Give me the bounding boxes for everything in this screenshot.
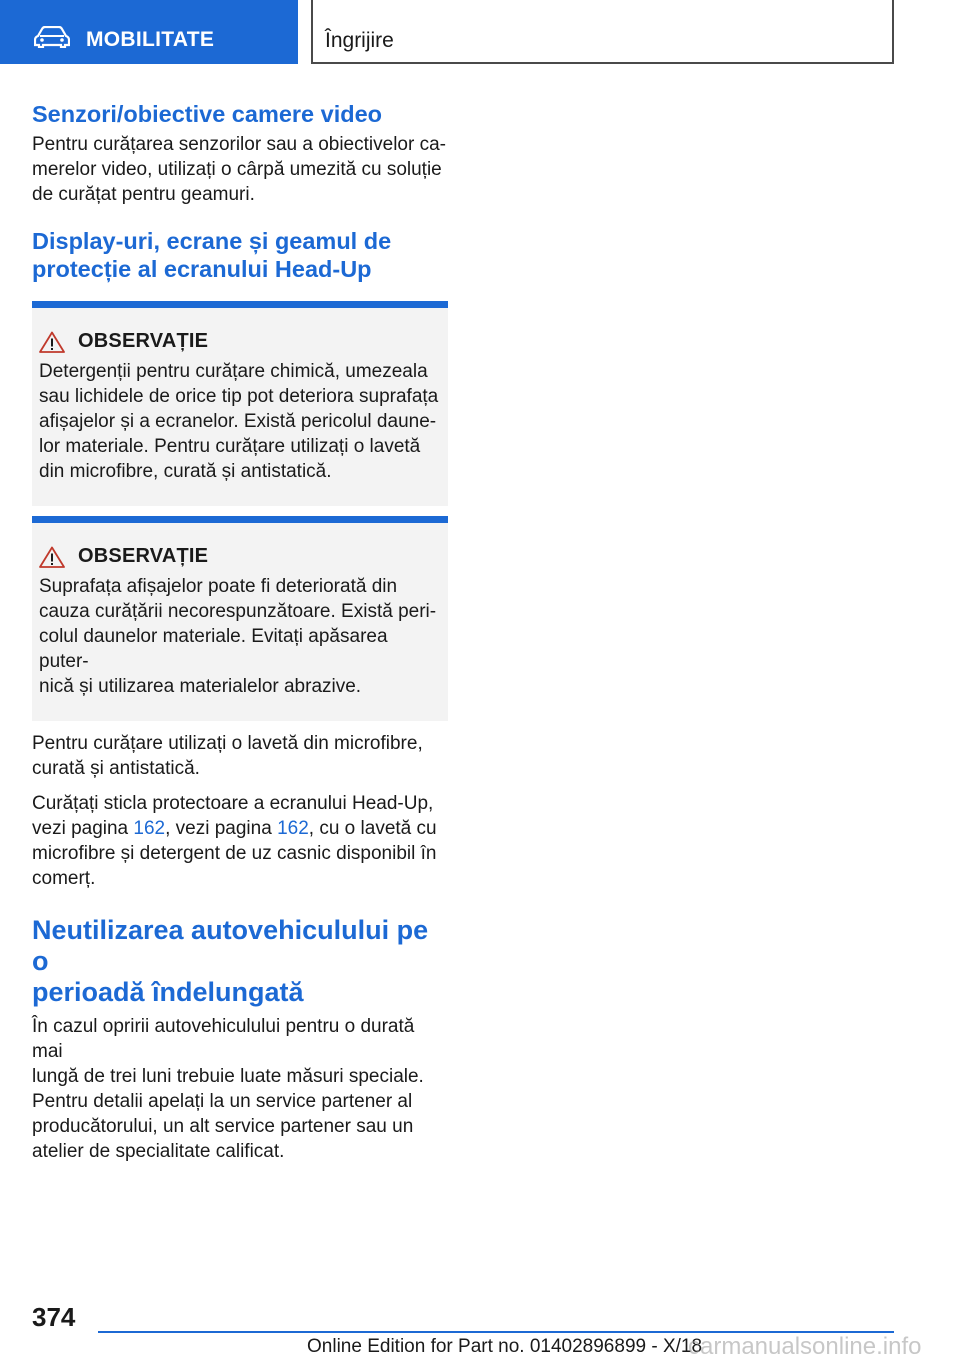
text-line: atelier de specialitate calificat. — [32, 1141, 285, 1162]
heading-sensors: Senzori/obiective camere video — [32, 101, 383, 127]
text-line: Suprafața afișajelor poate fi deteriorată din — [39, 576, 398, 597]
head-up-paragraph — [32, 791, 448, 891]
section-tab[interactable] — [0, 0, 298, 64]
page-link[interactable]: 162 — [277, 818, 309, 839]
heading-line: Neutilizarea autovehiculului pe o — [32, 915, 429, 976]
text-line: nică și utilizarea materialelor abrazive. — [39, 676, 362, 697]
car-icon — [34, 26, 70, 48]
cleaning-paragraph — [32, 731, 448, 781]
watermark: carmanualsonline.info — [688, 1333, 922, 1360]
text-line: Pentru detalii apelați la un service partener al — [32, 1091, 413, 1112]
text-line: microfibre și detergent de uz casnic disponibil în — [32, 843, 437, 864]
notice-title: OBSERVAȚIE — [78, 545, 209, 567]
text-line: sau lichidele de orice tip pot deteriora suprafața — [39, 386, 439, 407]
text-line: de curățat pentru geamuri. — [32, 184, 255, 205]
heading-storage — [32, 915, 448, 1008]
text-line: comerț. — [32, 868, 96, 889]
text-fragment: , cu o lavetă cu — [308, 818, 437, 839]
heading-line: Display-uri, ecrane și geamul de — [32, 228, 392, 254]
notice-header — [39, 330, 440, 353]
chapter-title: Îngrijire — [325, 29, 394, 52]
heading-line: protecție al ecranului Head-Up — [32, 256, 372, 282]
text-line: lor materiale. Pentru curățare utilizați o lavetă — [39, 436, 421, 457]
text-line: colul daunelor materiale. Evitați apăsarea puter- — [39, 626, 388, 672]
notice-text — [39, 574, 440, 699]
chapter-header — [311, 0, 894, 64]
section-tab-label: MOBILITATE — [86, 28, 215, 51]
warning-icon — [39, 546, 65, 568]
text-line: Detergenții pentru curățare chimică, umezeala — [39, 361, 428, 382]
text-fragment: vezi pagina — [32, 818, 134, 839]
text-line: din microfibre, curată și antistatică. — [39, 461, 332, 482]
main-content — [32, 100, 448, 1164]
text-line: producătorului, un alt service partener sau un — [32, 1116, 414, 1137]
text-line: Pentru curățarea senzorilor sau a obiectivelor ca- — [32, 134, 446, 155]
storage-text — [32, 1014, 448, 1164]
text-line: lungă de trei luni trebuie luate măsuri speciale. — [32, 1066, 424, 1087]
text-line: Pentru curățare utilizați o lavetă din microfibre, — [32, 733, 423, 754]
text-line: afișajelor și a ecranelor. Există pericolul daune- — [39, 411, 437, 432]
page-link[interactable]: 162 — [133, 818, 166, 839]
page-number: 374 — [32, 1302, 76, 1332]
text-line: Curățați sticla protectoare a ecranului Head-Up, — [32, 793, 434, 814]
text-fragment: , vezi pagina — [165, 818, 278, 839]
notice-header — [39, 545, 440, 568]
notice-box — [32, 516, 448, 721]
notice-title: OBSERVAȚIE — [78, 330, 209, 352]
edition-info: Online Edition for Part no. 01402896899 - X/18 — [307, 1336, 703, 1357]
heading-line: perioadă îndelungată — [32, 977, 304, 1007]
heading-displays — [32, 227, 448, 283]
text-line: merelor video, utilizați o cârpă umezită cu soluție — [32, 159, 442, 180]
sensors-text — [32, 132, 448, 207]
notice-box — [32, 301, 448, 506]
warning-icon — [39, 331, 65, 353]
text-line: curată și antistatică. — [32, 758, 200, 779]
text-line: În cazul opririi autovehiculului pentru o durată mai — [32, 1016, 415, 1062]
notice-text — [39, 359, 440, 484]
text-line: cauza curățării necorespunzătoare. Există peri- — [39, 601, 437, 622]
